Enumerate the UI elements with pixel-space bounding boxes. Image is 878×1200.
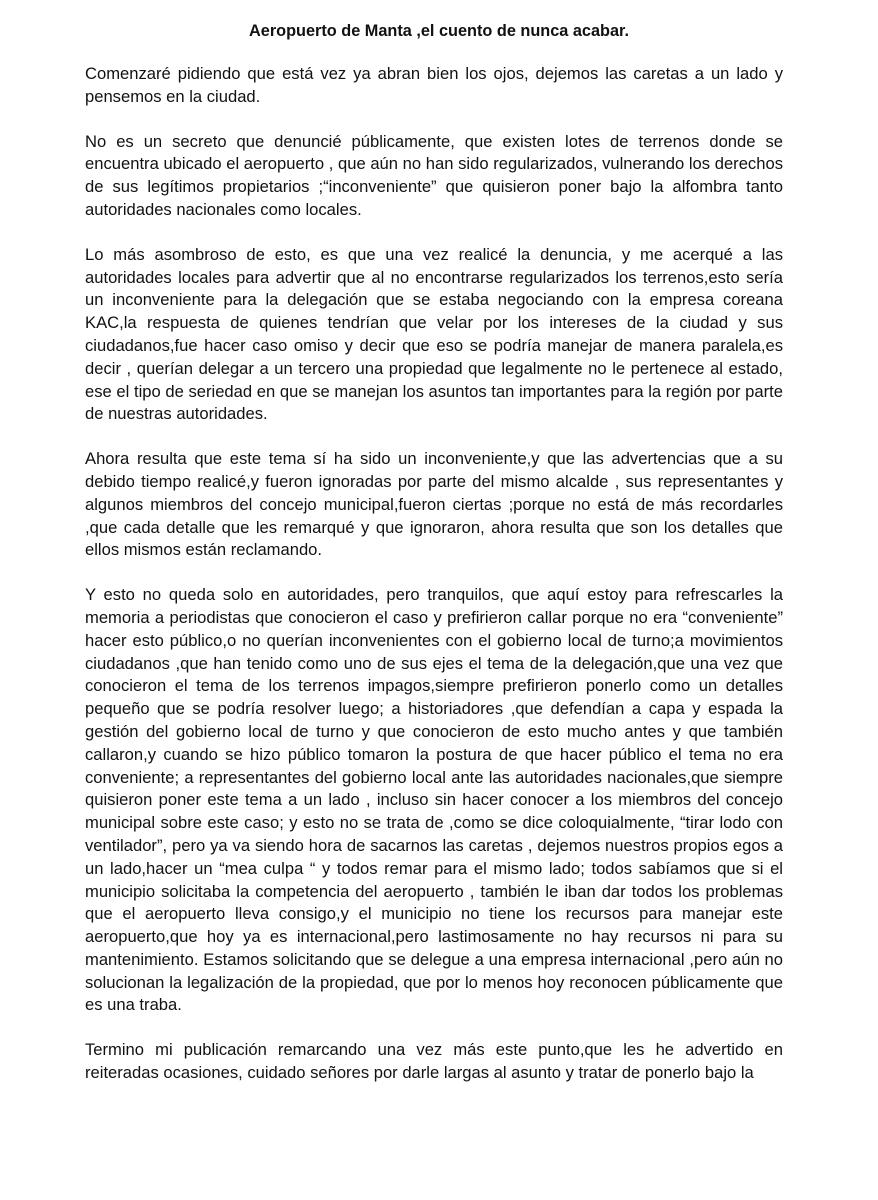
paragraph-4: Ahora resulta que este tema sí ha sido un inconveniente,y que las advertencias que a su debido tiempo realicé,y fueron ignoradas por parte del mismo alcalde , sus representantes y algunos miembros del concejo municipal,fueron ciertas ;porque no está de más recordarles ,que cada detalle que les remarqué y que ignoraron, ahora resulta que son los detalles que ellos mismos están reclamando. <box>85 449 783 560</box>
document-title: Aeropuerto de Manta ,el cuento de nunca acabar. <box>249 22 629 40</box>
paragraph-1: Comenzaré pidiendo que está vez ya abran bien los ojos, dejemos las caretas a un lado y pensemos en la ciudad. <box>85 64 783 106</box>
paragraph-3: Lo más asombroso de esto, es que una vez realicé la denuncia, y me acerqué a las autoridades locales para advertir que al no encontrarse regularizados los terrenos,esto sería un inconveniente para la delegación que se estaba negociando con la empresa coreana KAC,la respuesta de quienes tendrían que velar por los intereses de la ciudad y sus ciudadanos,fue hacer caso omiso y decir que eso se podría manejar de manera paralela,es decir , querían delegar a un tercero una propiedad que legalmente no le pertenece al estado, ese el tipo de seriedad en que se manejan los asuntos tan importantes para la región por parte de nuestras autoridades. <box>85 244 783 424</box>
paragraph-5: Y esto no queda solo en autoridades, pero tranquilos, que aquí estoy para refrescarles la memoria a periodistas que conocieron el caso y prefirieron callar porque no era “conveniente” hacer esto público,o no querían inconvenientes con el gobierno local de turno;a movimientos ciudadanos ,que han tenido como uno de sus ejes el tema de la delegación,que una vez que conocieron el tema de los terrenos impagos,siempre prefirieron ponerlo como un detalles pequeño que se podría resolver luego; a historiadores ,que defendían a capa y espada la gestión del gobierno local de turno y que conocieron de esto mucho antes y que también callaron,y cuando se hizo público tomaron la postura de que hacer público el tema no era conveniente; a representantes del gobierno local ante las autoridades nacionales,que siempre quisieron poner este tema a un lado , incluso sin hacer conocer a los miembros del concejo municipal sobre este caso; y esto no se trata de ,como se dice coloquialmente, “tirar lodo con ventilador”, pero ya va siendo hora de sacarnos las caretas , dejemos nuestros propios egos a un lado,hacer un “mea culpa “ y todos remar para el mismo lado; todos sabíamos que si el municipio solicitaba la competencia del aeropuerto , también le iban dar todos los problemas que el aeropuerto lleva consigo,y el municipio no tiene los recursos para manejar este aeropuerto,que hoy ya es internacional,pero lastimosamente no hay recursos ni para su mantenimiento. Estamos solicitando que se delegue a una empresa internacional ,pero aún no solucionan la legalización de la propiedad, que por lo menos hoy reconocen públicamente que es una traba. <box>85 585 783 1015</box>
paragraph-6: Termino mi publicación remarcando una vez más este punto,que les he advertido en reiteradas ocasiones, cuidado señores por darle largas al asunto y tratar de ponerlo bajo la <box>85 1040 783 1083</box>
paragraph-2: No es un secreto que denuncié públicamente, que existen lotes de terrenos donde se encuentra ubicado el aeropuerto , que aún no han sido regularizados, vulnerando los derechos de sus legítimos propietarios ;“inconveniente” que quisieron poner bajo la alfombra tanto autoridades nacionales como locales. <box>85 131 783 219</box>
